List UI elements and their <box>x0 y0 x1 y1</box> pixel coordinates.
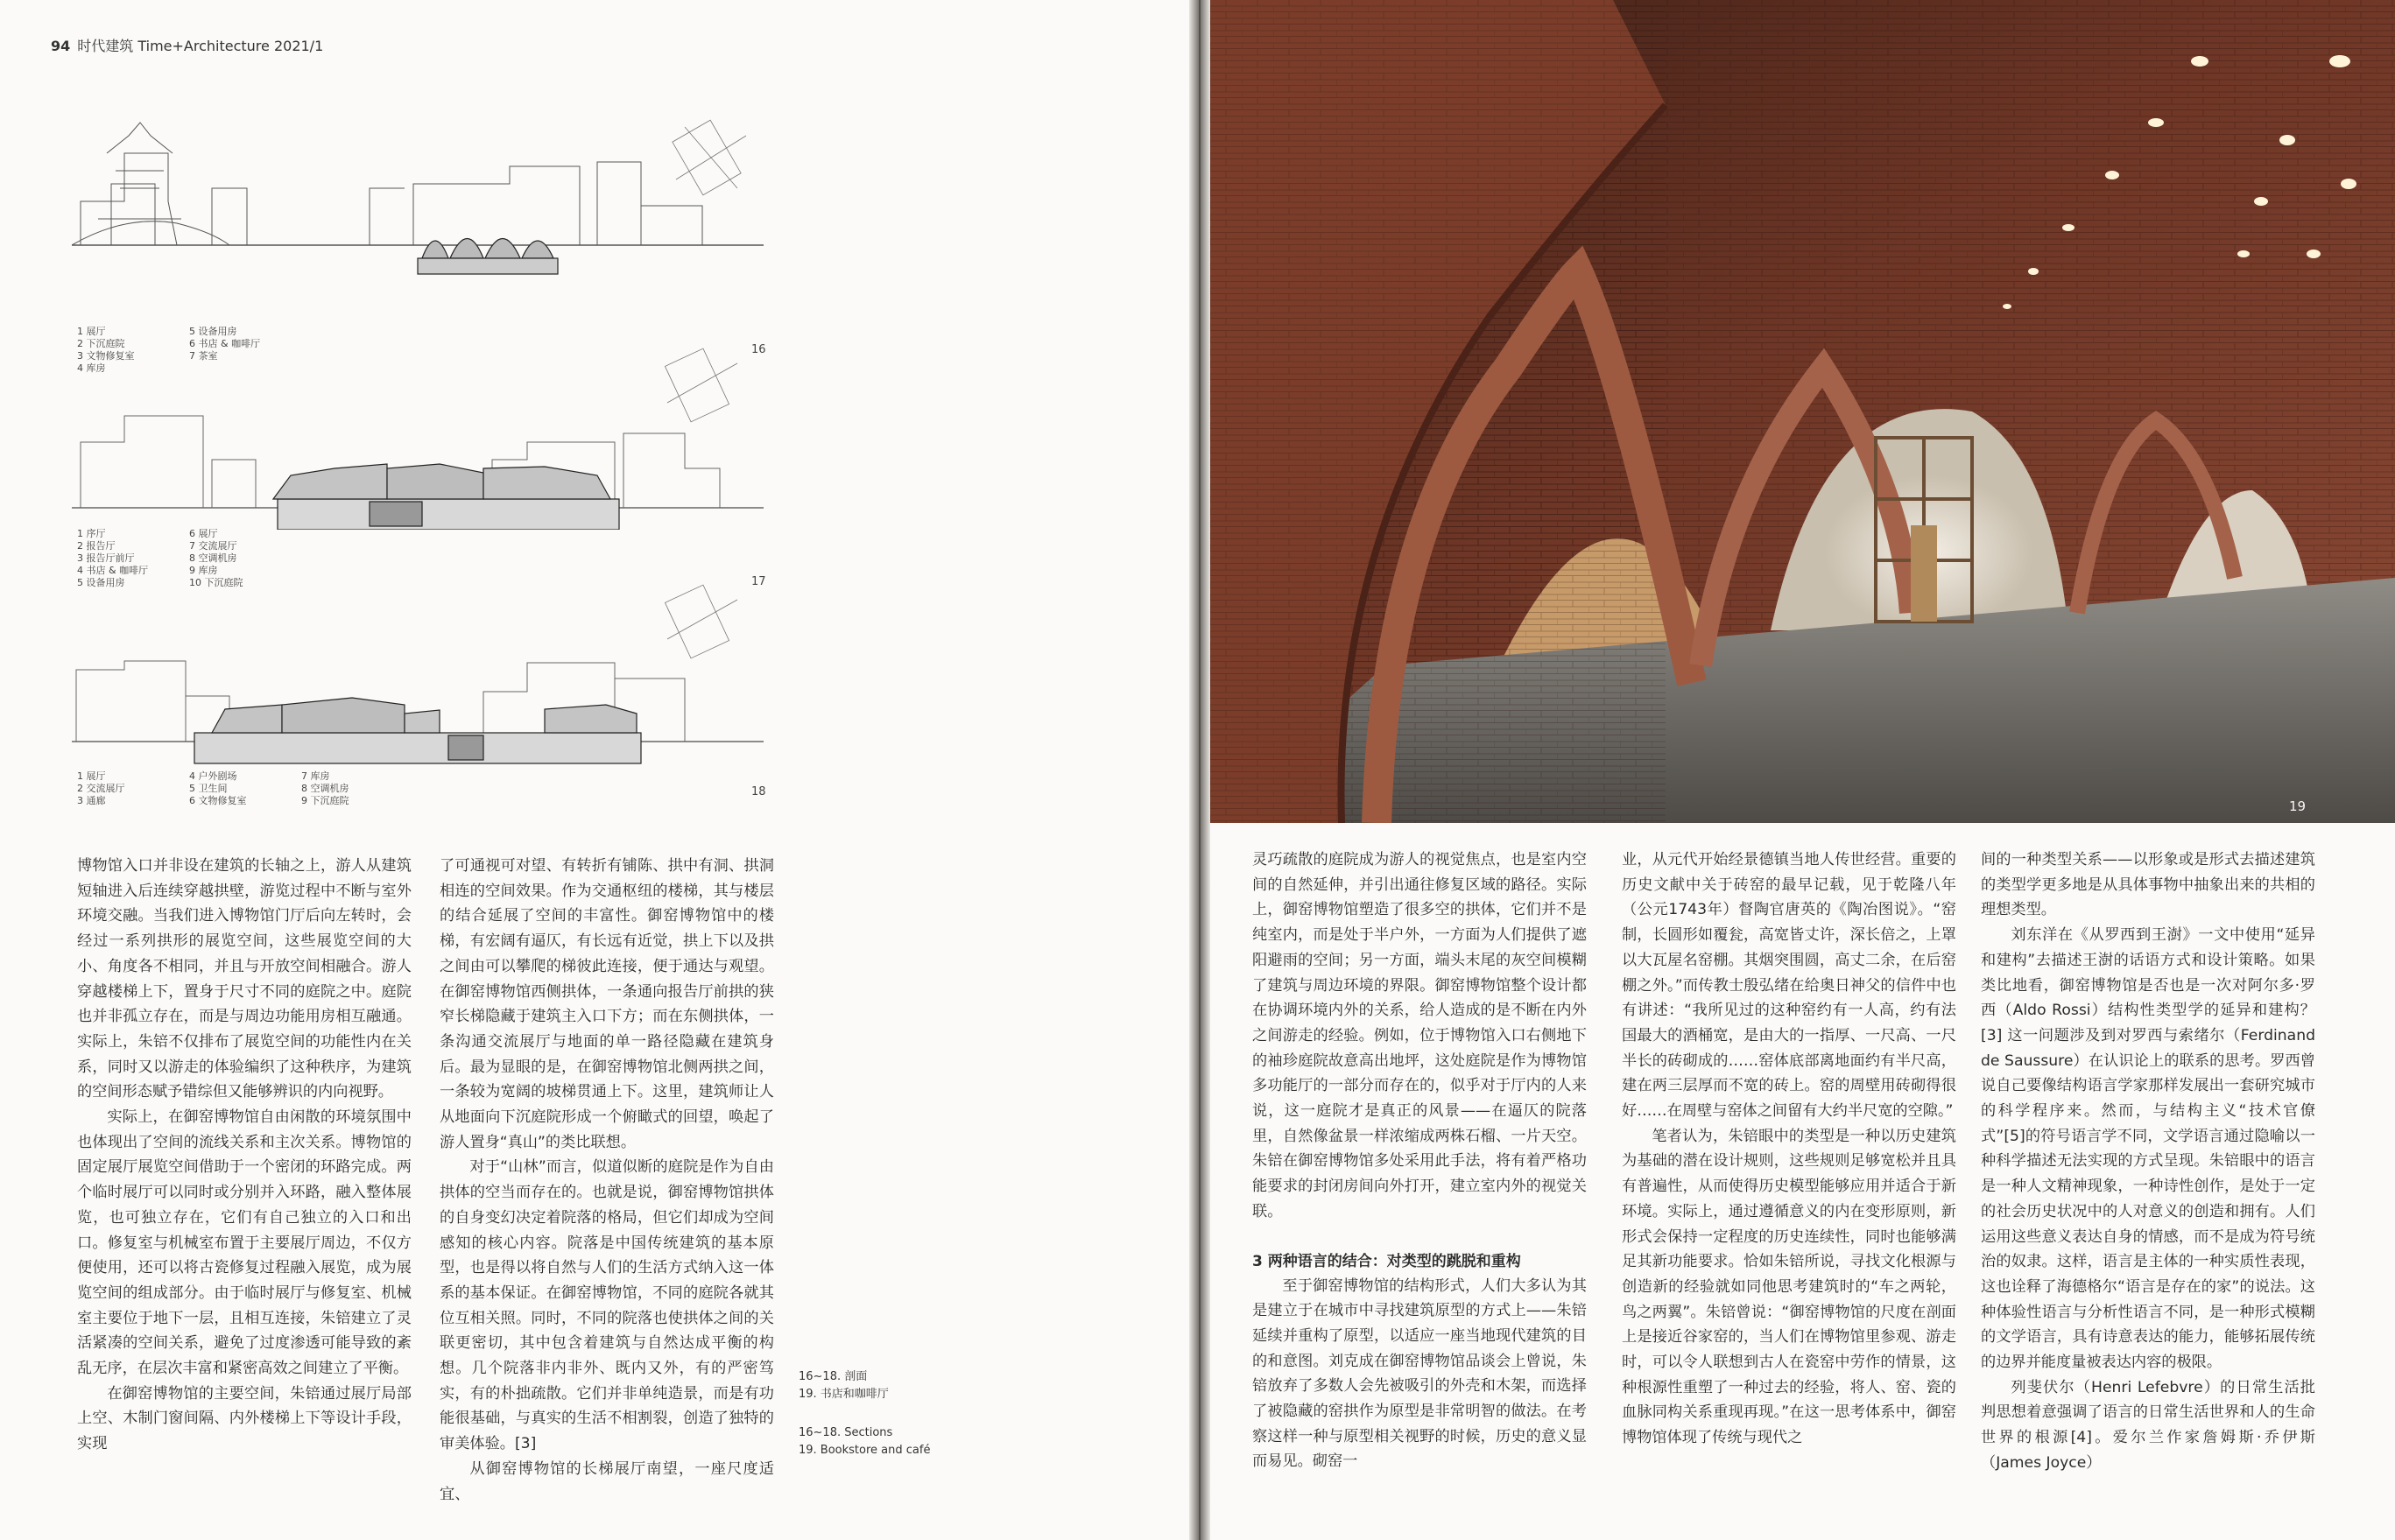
legend-item: 6 展厅 <box>189 528 218 539</box>
body-column-4 <box>1622 847 1956 1451</box>
paragraph: 实际上，在御窑博物馆自由闲散的环境氛围中也体现出了空间的流线关系和主次关系。博物馆的固定展厅展览空间借助于一个密闭的环路完成。两个临时展厅可以同时或分别并入环路，融入整体展览，也可独立存在，它们有自己独立的入口和出口。修复室与机械室布置于主要展厅周边，不仅方便使用，还可以将古瓷修复过程融入展览，成为展览空间的组成部分。由于临时展厅与修复室、机械室主要位于地下一层，且相互连接，朱锫建立了灵活紧凑的空间关系，避免了过度渗透可能导致的紊乱无序，在层次丰富和紧密高效之间建立了平衡。 <box>77 1108 412 1378</box>
legend-item: 4 户外剧场 <box>189 770 237 782</box>
figure-number-19: 19 <box>2289 798 2307 814</box>
paragraph: 博物馆入口并非设在建筑的长轴之上，游人从建筑短轴进入后连续穿越拱壁，游览过程中不断与室外环境交融。当我们进入博物馆门厅后向左转时，会经过一系列拱形的展览空间，这些展览空间的大小、角度各不相同，并且与开放空间相融合。游人穿越楼梯上下，置身于尺寸不同的庭院之中。庭院也并非孤立存在，而是与周边功能用房相互融通。实际上，朱锫不仅排布了展览空间的功能性内在关系，同时又以游走的体验编织了这种秩序，为建筑的空间形态赋予错综但又能够辨识的内向视野。 <box>77 857 412 1101</box>
paragraph: 在御窑博物馆的主要空间，朱锫通过展厅局部上空、木制门窗间隔、内外楼梯上下等设计手段，实现 <box>77 1384 412 1453</box>
paragraph: 业，从元代开始经景德镇当地人传世经营。重要的历史文献中关于砖窑的最早记载，见于乾隆八年（公元1743年）督陶官唐英的《陶冶图说》。“窑制，长圆形如覆瓮，高宽皆丈许，深长倍之，上罩以大瓦屋名窑棚。其烟突围圆，高丈二余，在后窑棚之外。”而传教士殷弘绪在给奥日神父的信件中也有讲述：“我所见过的这种窑约有一人高，约有法国最大的酒桶宽，是由大的一指厚、一尺高、一尺半长的砖砌成的……窑体底部离地面约有半尺高，建在两三层厚而不宽的砖上。窑的周壁用砖砌得很好……在周壁与窑体之间留有大约半尺宽的空隙。” <box>1622 851 1956 1121</box>
legend-item: 2 报告厅 <box>77 540 116 552</box>
section-drawing-18 <box>72 582 772 766</box>
legend-item: 3 文物修复室 <box>77 350 135 362</box>
caption-line: 16~18. 剖面 <box>799 1370 868 1383</box>
legend-item: 6 书店 & 咖啡厅 <box>189 338 261 349</box>
left-page <box>0 0 1189 1540</box>
paragraph: 灵巧疏散的庭院成为游人的视觉焦点，也是室内空间的自然延伸，并引出通往修复区域的路径。实际上，御窑博物馆塑造了很多空的拱体，它们并不是纯室内，而是处于半户外，一方面为人们提供了遮阳避雨的空间；另一方面，端头末尾的灰空间模糊了建筑与周边环境的界限。御窑博物馆整个设计都在协调环境内外的关系，给人造成的是不断在内外之间游走的经验。例如，位于博物馆入口右侧地下的袖珍庭院故意高出地坪，这处庭院是作为博物馆多功能厅的一部分而存在的，似乎对于厅内的人来说，这一庭院才是真正的风景——在逼仄的院落里，自然像盆景一样浓缩成两株石榴、一片天空。朱锫在御窑博物馆多处采用此手法，将有着严格功能要求的封闭房间向外打开，建立室内外的视觉关联。 <box>1252 851 1587 1220</box>
legend-item: 5 设备用房 <box>77 577 125 588</box>
body-column-3 <box>1252 847 1587 1474</box>
legend-item: 3 报告厅前厅 <box>77 552 135 564</box>
legend-item: 3 通廊 <box>77 795 106 806</box>
legend-item: 6 文物修复室 <box>189 795 247 806</box>
legend-item: 7 交流展厅 <box>189 540 237 552</box>
figure-number-18: 18 <box>751 785 766 798</box>
paragraph: 至于御窑博物馆的结构形式，人们大多认为其是建立于在城市中寻找建筑原型的方式上——朱锫延续并重构了原型，以适应一座当地现代建筑的目的和意图。刘克成在御窑博物馆品谈会上曾说，朱锫放弃了多数人会先被吸引的外壳和木架，而选择了被隐藏的窑拱作为原型是非常明智的做法。在考察这样一种与原型相关视野的时候，历史的意义显而易见。砌窑一 <box>1252 1276 1587 1471</box>
legend-item: 9 库房 <box>189 565 218 576</box>
legend-item: 7 库房 <box>301 770 330 782</box>
right-page <box>1210 0 2395 1540</box>
legend-item: 8 空调机房 <box>189 552 237 564</box>
figure-caption-en <box>799 1424 930 1459</box>
paragraph: 刘东洋在《从罗西到王澍》一文中使用“延异和建构”去描述王澍的话语方式和设计策略。如果类比地看，御窑博物馆是否也是一次对阿尔多·罗西（Aldo Rossi）结构性类型学的延异和建构？[3] 这一问题涉及到对罗西与索绪尔（Ferdinand de Saussure）在认识论上的联系的思考。罗西曾说自己要像结构语言学家那样发展出一套研究城市的科学程序来。然而，与结构主义“技术官僚式”[5]的符号语言学不同，文学语言通过隐喻以一种科学描述无法实现的方式呈现。朱锫眼中的语言是一种人文精神现象，一种诗性创作，是处于一定的社会历史状况中的人对意义的创造和拥有。人们运用这些意义表达自身的情感，而不是成为符号统治的奴隶。这样，语言是主体的一种实质性表现，这也诠释了海德格尔“语言是存在的家”的说法。这种体验性语言与分析性语言不同，是一种形式模糊的文学语言，具有诗意表达的能力，能够拓展传统的边界并能度量被表达内容的极限。 <box>1981 926 2315 1372</box>
legend-18 <box>77 770 413 807</box>
page-gutter <box>1189 0 1210 1540</box>
vault-interior-photo <box>1210 0 2395 823</box>
page-header <box>51 35 323 55</box>
legend-item: 1 展厅 <box>77 326 106 337</box>
paragraph: 从御窑博物馆的长梯展厅南望，一座尺度适宜、 <box>440 1459 774 1503</box>
legend-item: 1 序厅 <box>77 528 106 539</box>
legend-item: 9 下沉庭院 <box>301 795 349 806</box>
legend-item: 5 设备用房 <box>189 326 237 337</box>
section-drawing-16 <box>72 118 772 293</box>
legend-item: 10 下沉庭院 <box>189 577 243 588</box>
caption-line: 16~18. Sections <box>799 1426 893 1439</box>
legend-item: 1 展厅 <box>77 770 106 782</box>
figure-caption-cn <box>799 1368 889 1403</box>
legend-item: 8 空调机房 <box>301 783 349 794</box>
section-drawing-17 <box>72 346 772 530</box>
legend-item: 4 书店 & 咖啡厅 <box>77 565 149 576</box>
paragraph: 笔者认为，朱锫眼中的类型是一种以历史建筑为基础的潜在设计规则，这些规则足够宽松并且具有普遍性，从而使得历史模型能够应用并适合于新环境。实际上，通过遵循意义的内在变形原则，新形式会保持一定程度的历史连续性，同时也能够满足其新功能要求。恰如朱锫所说，寻找文化根源与创造新的经验就如同他思考建筑时的“车之两轮，鸟之两翼”。朱锫曾说：“御窑博物馆的尺度在剖面上是接近谷家窑的，当人们在博物馆里参观、游走时，可以令人联想到古人在瓷窑中劳作的情景，这种根源性重塑了一种过去的经验，将人、窑、瓷的血脉同构关系重现再现。”在这一思考体系中，御窑博物馆体现了传统与现代之 <box>1622 1127 1956 1447</box>
paragraph: 了可通视可对望、有转折有铺陈、拱中有洞、拱洞相连的空间效果。作为交通枢纽的楼梯，其与楼层的结合延展了空间的丰富性。御窑博物馆中的楼梯，有宏阔有逼仄，有长远有近觉，拱上下以及拱之间由可以攀爬的梯彼此连接，便于通达与观望。在御窑博物馆西侧拱体，一条通向报告厅前拱的狭窄长梯隐藏于建筑主入口下方；而在东侧拱体，一条沟通交流展厅与地面的单一路径隐藏在建筑身后。最为显眼的是，在御窑博物馆北侧两拱之间，一条较为宽阔的坡梯贯通上下。这里，建筑师让人从地面向下沉庭院形成一个俯瞰式的回望，唤起了游人置身“真山”的类比联想。 <box>440 857 774 1151</box>
body-column-5 <box>1981 847 2315 1476</box>
figure-number-16: 16 <box>751 343 766 356</box>
legend-item: 5 卫生间 <box>189 783 228 794</box>
legend-item: 4 库房 <box>77 362 106 374</box>
paragraph: 间的一种类型关系——以形象或是形式去描述建筑的类型学更多地是从具体事物中抽象出来的共相的理想类型。 <box>1981 851 2315 919</box>
page-number: 94 <box>51 38 71 54</box>
legend-item: 7 茶室 <box>189 350 218 362</box>
legend-item: 2 交流展厅 <box>77 783 125 794</box>
section-heading: 3 两种语言的结合：对类型的跳脱和重构 <box>1252 1252 1521 1270</box>
body-column-2 <box>440 854 774 1507</box>
journal-title: 时代建筑 Time+Architecture 2021/1 <box>77 38 324 54</box>
body-column-1 <box>77 854 412 1457</box>
caption-line: 19. Bookstore and café <box>799 1444 931 1457</box>
figure-number-17: 17 <box>751 575 766 588</box>
paragraph: 对于“山林”而言，似道似断的庭院是作为自由拱体的空当而存在的。也就是说，御窑博物馆拱体的自身变幻决定着院落的格局，但它们却成为空间感知的核心内容。院落是中国传统建筑的基本原型，也是得以将自然与人们的生活方式纳入这一体系的基本保证。在御窑博物馆，不同的庭院各就其位互相关照。同时，不同的院落也使拱体之间的关联更密切，其中包含着建筑与自然达成平衡的构想。几个院落非内非外、既内又外，有的严密笃实，有的朴拙疏散。它们并非单纯造景，而是有功能很基础，与真实的生活不相割裂，创造了独特的审美体验。[3] <box>440 1158 774 1453</box>
legend-17 <box>77 528 413 589</box>
legend-item: 2 下沉庭院 <box>77 338 125 349</box>
caption-line: 19. 书店和咖啡厅 <box>799 1388 889 1401</box>
paragraph: 列斐伏尔（Henri Lefebvre）的日常生活批判思想着意强调了语言的日常生活世界和人的生命世界的根源[4]。爱尔兰作家詹姆斯·乔伊斯（James Joyce） <box>1981 1378 2315 1472</box>
